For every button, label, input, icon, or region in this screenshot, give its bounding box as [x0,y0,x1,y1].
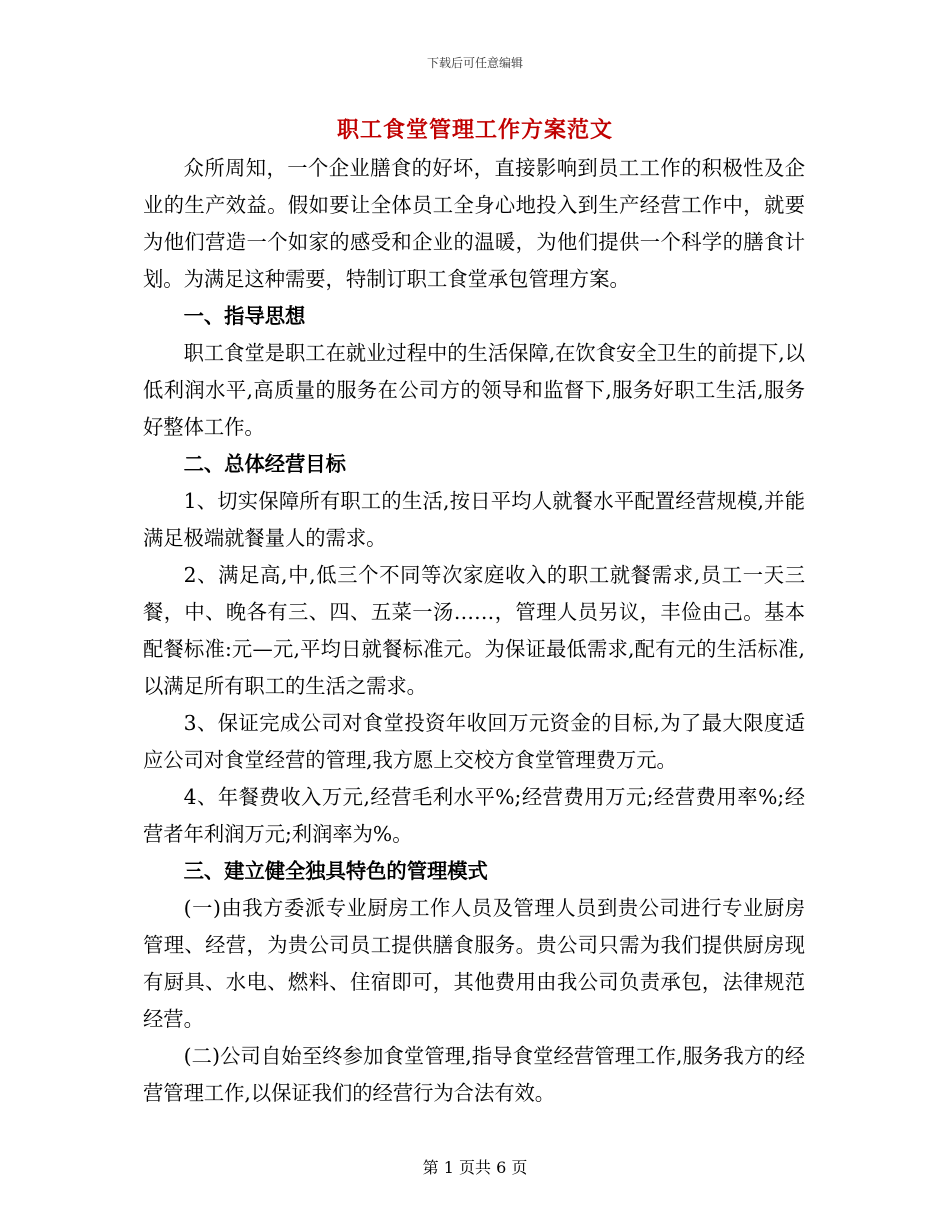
section-heading-3: 三、建立健全独具特色的管理模式 [183,859,488,883]
mode-item-1: (一)由我方委派专业厨房工作人员及管理人员到贵公司进行专业厨房管理、经营，为贵公司员工提供膳食服务。贵公司只需为我们提供厨房现有厨具、水电、燃料、住宿即可，其他费用由我公司负责承包，法律规范经营。 [143,896,805,1031]
page-footer: 第 1 页共 6 页 [422,1158,528,1177]
document-title: 职工食堂管理工作方案范文 [336,117,613,143]
goal-item-3: 3、保证完成公司对食堂投资年收回万元资金的目标,为了最大限度适应公司对食堂经营的管理,我方愿上交校方食堂管理费万元。 [143,711,805,772]
goal-item-1: 1、切实保障所有职工的生活,按日平均人就餐水平配置经营规模,并能满足极端就餐量人的需求。 [143,489,805,550]
mode-item-2: (二)公司自始至终参加食堂管理,指导食堂经营管理工作,服务我方的经营管理工作,以保证我们的经营行为合法有效。 [143,1044,805,1105]
section-1-paragraph: 职工食堂是职工在就业过程中的生活保障,在饮食安全卫生的前提下,以低利润水平,高质量的服务在公司方的领导和监督下,服务好职工生活,服务好整体工作。 [143,341,805,439]
section-heading-2: 二、总体经营目标 [183,452,346,476]
section-heading-1: 一、指导思想 [183,304,306,328]
page-header: 下载后可任意编辑 [426,56,523,70]
goal-item-2: 2、满足高,中,低三个不同等次家庭收入的职工就餐需求,员工一天三餐，中、晚各有三、四、五菜一汤……，管理人员另议，丰俭由己。基本配餐标准:元—元,平均日就餐标准元。为保证最低需求,配有元的生活标准,以满足所有职工的生活之需求。 [143,563,805,698]
intro-paragraph: 众所周知，一个企业膳食的好坏，直接影响到员工工作的积极性及企业的生产效益。假如要让全体员工全身心地投入到生产经营工作中，就要为他们营造一个如家的感受和企业的温暖，为他们提供一个科学的膳食计划。为满足这种需要，特制订职工食堂承包管理方案。 [143,156,805,291]
goal-item-4: 4、年餐费收入万元,经营毛利水平%;经营费用万元;经营费用率%;经营者年利润万元;利润率为%。 [143,785,805,846]
document-body [143,150,805,1112]
